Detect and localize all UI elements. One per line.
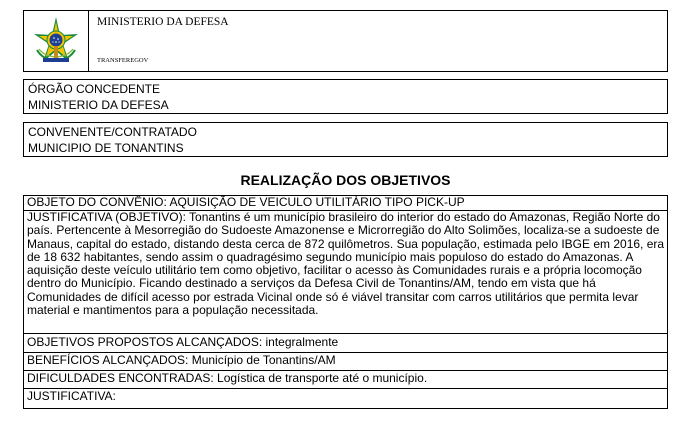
system-name: TRANSFEREGOV [97,57,149,64]
emblem-cell [24,11,89,71]
justificativa-final-text: JUSTIFICATIVA: [27,389,116,403]
beneficios-text: BENEFÍCIOS ALCANÇADOS: Município de Tonantins/AM [27,353,336,367]
brazil-coat-of-arms-icon [31,16,81,66]
orgao-concedente-box [23,79,668,114]
convenente-value: MUNICIPIO DE TONANTINS [28,141,184,155]
justificativa-final-row [24,390,667,403]
justificativa-line: Comunidades de difícil acesso por estrada Vicinal onde só é viável transitar com carros utilitários que permita levar [27,289,639,304]
orgao-label: ÓRGÃO CONCEDENTE [28,82,161,96]
justificativa-line: JUSTIFICATIVA (OBJETIVO): Tonantins é um município brasileiro do interior do estado do Amazonas, Região Norte do [27,210,660,224]
justificativa-line: dentro do Município. Ficando destinado a serviços da Defesa Civil de Tonantins/AM, tendo em vista que há [27,276,596,291]
objeto-row [24,196,667,209]
justificativa-line: país. Pertencente à Mesorregião do Sudoeste Amazonense e Microrregião do Alto Solimões, localiza-se a sudoeste de [27,223,660,238]
convenente-label: CONVENENTE/CONTRATADO [28,125,197,139]
section-title: REALIZAÇÃO DOS OBJETIVOS [240,172,451,188]
justificativa-line: de 18 632 habitantes, sendo assim o quadragésimo segundo município mais populoso do estado do Amazonas. A [27,249,634,264]
justificativa-line: aquisição deste veículo utilitário tem como objetivo, facilitar o acesso às Comunidades rurais e a própria locomoção [27,263,642,278]
ministry-name: MINISTERIO DA DEFESA [97,16,229,28]
orgao-value: MINISTERIO DA DEFESA [28,98,169,112]
justificativa-row [24,211,667,317]
document-header [23,10,668,72]
dificuldades-text: DIFICULDADES ENCONTRADAS: Logística de transporte até o município. [27,371,428,385]
dificuldades-row [24,372,667,385]
propostos-row [24,336,667,349]
beneficios-row [24,354,667,367]
objectives-table [23,195,668,409]
propostos-text: OBJETIVOS PROPOSTOS ALCANÇADOS: integralmente [27,335,339,349]
justificativa-line: material e mantimentos para a população necessitada. [27,303,319,318]
justificativa-line: Manaus, capital do estado, distando desta cerca de 872 quilômetros. Sua população, estimada pelo IBGE em 2016, era [27,236,665,251]
row-divider [24,333,667,334]
objeto-text: OBJETO DO CONVÊNIO: AQUISIÇÃO DE VEICULO UTILITÁRIO TIPO PICK-UP [27,195,465,209]
convenente-box [23,122,668,157]
row-divider [24,388,667,389]
